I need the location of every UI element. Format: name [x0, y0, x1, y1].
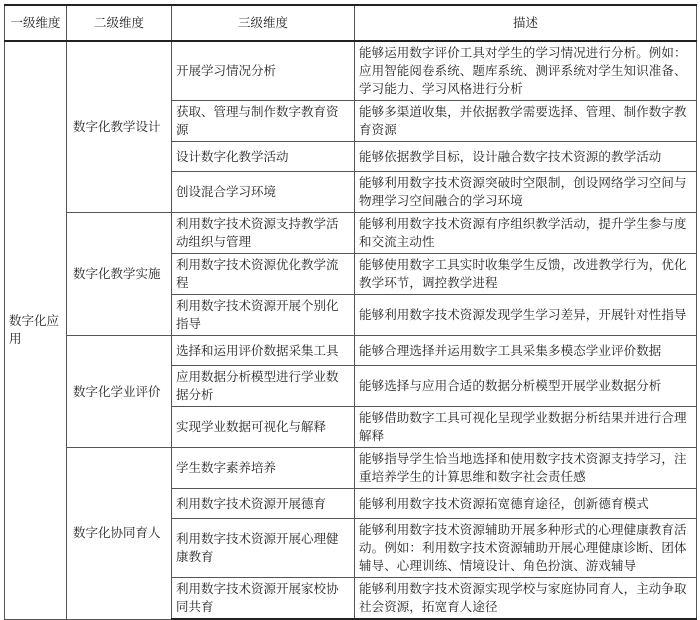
header-level3: 三级维度: [172, 5, 355, 41]
level2-cell: 数字化协同育人: [67, 448, 172, 620]
level3-cell: 利用数字技术资源支持教学活动组织与管理: [172, 213, 355, 254]
table-row: [5, 41, 697, 101]
level3-cell: 利用数字技术资源开展心理健康教育: [172, 519, 355, 578]
description-cell: 能够利用数字技术资源拓宽德育途径，创新德育模式: [355, 489, 697, 519]
description-cell: 能够选择与应用合适的数据分析模型开展学业数据分析: [355, 366, 697, 407]
level3-cell: 选择和运用评价数据采集工具: [172, 336, 355, 366]
description-cell: 能够使用数字工具实时收集学生反馈，改进教学行为，优化教学环节，调控教学进程: [355, 254, 697, 295]
description-cell: 能够依据教学目标，设计融合数字技术资源的教学活动: [355, 142, 697, 172]
description-cell: 能够多渠道收集，并依据教学需要选择、管理、制作数字教育资源: [355, 101, 697, 142]
level3-cell: 利用数字技术资源开展个别化指导: [172, 295, 355, 336]
description-cell: 能够利用数字技术资源有序组织教学活动，提升学生参与度和交流主动性: [355, 213, 697, 254]
competency-table: [4, 4, 697, 620]
level3-cell: 应用数据分析模型进行学业数据分析: [172, 366, 355, 407]
description-cell: 能够指导学生恰当地选择和使用数字技术资源支持学习，注重培养学生的计算思维和数字社会责任感: [355, 448, 697, 489]
level3-cell: 利用数字技术资源开展德育: [172, 489, 355, 519]
level2-cell: 数字化学业评价: [67, 336, 172, 448]
description-cell: 能够利用数字技术资源突破时空限制，创设网络学习空间与物理学习空间融合的学习环境: [355, 172, 697, 213]
level3-cell: 学生数字素养培养: [172, 448, 355, 489]
description-cell: 能够合理选择并运用数字工具采集多模态学业评价数据: [355, 336, 697, 366]
level3-cell: 获取、管理与制作数字教育资源: [172, 101, 355, 142]
level3-cell: 创设混合学习环境: [172, 172, 355, 213]
table-header-row: [5, 5, 697, 41]
level2-cell: 数字化教学实施: [67, 213, 172, 336]
description-cell: 能够借助数字工具可视化呈现学业数据分析结果并进行合理解释: [355, 407, 697, 448]
level3-cell: 实现学业数据可视化与解释: [172, 407, 355, 448]
level3-cell: 设计数字化教学活动: [172, 142, 355, 172]
table-row: [5, 336, 697, 366]
description-cell: 能够利用数字技术资源实现学校与家庭协同育人，主动争取社会资源，拓宽育人途径: [355, 578, 697, 620]
level3-cell: 利用数字技术资源开展家校协同共育: [172, 578, 355, 620]
description-cell: 能够利用数字技术资源辅助开展多种形式的心理健康教育活动。例如：利用数字技术资源辅助开展心理健康诊断、团体辅导、心理训练、情境设计、角色扮演、游戏辅导: [355, 519, 697, 578]
header-description: 描述: [355, 5, 697, 41]
table-row: [5, 448, 697, 489]
level2-cell: 数字化教学设计: [67, 41, 172, 213]
level1-cell: 数字化应用: [5, 41, 67, 619]
description-cell: 能够运用数字评价工具对学生的学习情况进行分析。例如：应用智能阅卷系统、题库系统、测评系统对学生知识准备、学习能力、学习风格进行分析: [355, 41, 697, 101]
level3-cell: 开展学习情况分析: [172, 41, 355, 101]
table-row: [5, 213, 697, 254]
description-cell: 能够利用数字技术资源发现学生学习差异，开展针对性指导: [355, 295, 697, 336]
header-level2: 二级维度: [67, 5, 172, 41]
level3-cell: 利用数字技术资源优化教学流程: [172, 254, 355, 295]
header-level1: 一级维度: [5, 5, 67, 41]
